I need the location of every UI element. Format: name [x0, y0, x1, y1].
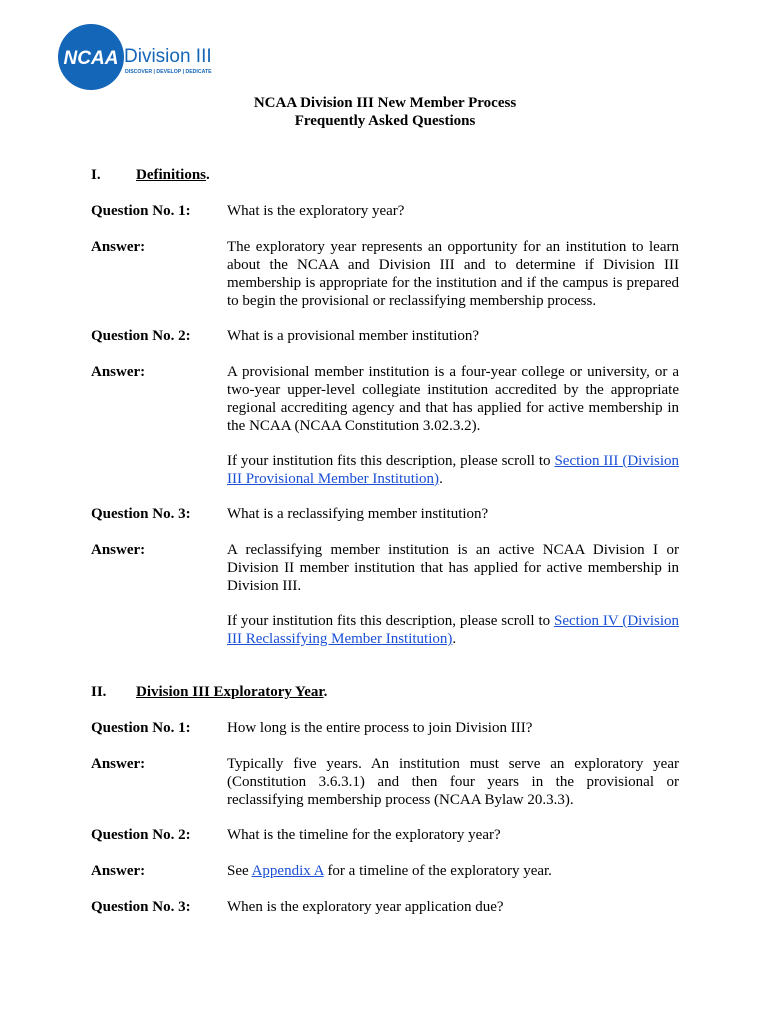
s1-question-1-text: What is the exploratory year? [227, 203, 405, 219]
section-2-heading: Division III Exploratory Year. [136, 684, 328, 700]
s2-question-2-label: Question No. 2: [91, 827, 191, 843]
s1-answer-2-scroll-note [227, 452, 679, 488]
section-2-heading-text: Division III Exploratory Year [136, 684, 324, 700]
s1-answer-3-text: A reclassifying member institution is an active NCAA Division I or Division II member institution that has applied for active membership in Division III. [227, 542, 679, 594]
s1-question-1-label: Question No. 1: [91, 203, 191, 219]
s2-question-2-text: What is the timeline for the exploratory year? [227, 827, 501, 843]
document-subtitle: Frequently Asked Questions [294, 113, 476, 129]
s1-answer-3-label: Answer: [91, 542, 146, 558]
s1-question-3-text: What is a reclassifying member institution? [227, 506, 489, 522]
s1-answer-1-text: The exploratory year represents an opportunity for an institution to learn about the NCAA and Division III and to determine if Division III membership is appropriate for the institution and if the campus is prepared to begin the provisional or reclassifying membership process. [227, 239, 679, 309]
scroll-note-prefix: If your institution fits this description, please scroll to [227, 453, 555, 469]
s2-question-1-text: How long is the entire process to join Division III? [227, 720, 533, 736]
logo-brand: NCAA [63, 48, 119, 69]
section-1-numeral: I. [91, 167, 101, 183]
logo-division: Division III [124, 46, 212, 67]
section-1-heading: Definitions. [136, 167, 210, 183]
s1-answer-3-scroll-note [227, 612, 679, 648]
scroll-note-prefix: If your institution fits this description, please scroll to [227, 613, 555, 629]
s2-question-3-text: When is the exploratory year application due? [227, 899, 504, 915]
section-iii-link[interactable]: Section III (Division III Provisional Member Institution) [227, 453, 679, 487]
s2-answer-2-label: Answer: [91, 863, 146, 879]
scroll-note-suffix: . [439, 471, 443, 487]
section-1-heading-text: Definitions [136, 167, 207, 183]
s2-answer-2-text [227, 862, 679, 880]
section-iv-link[interactable]: Section IV (Division III Reclassifying Member Institution) [227, 613, 680, 647]
s2-answer-1-text: Typically five years. An institution must serve an exploratory year (Constitution 3.6.3.1) and then four years in the provisional or reclassifying membership process (NCAA Bylaw 20.3.3). [227, 756, 679, 808]
scroll-note-suffix: . [452, 631, 457, 647]
section-2-numeral: II. [91, 684, 107, 700]
s2-question-1-label: Question No. 1: [91, 720, 191, 736]
s2-answer-1-label: Answer: [91, 756, 146, 772]
document-title: NCAA Division III New Member Process [253, 95, 517, 111]
answer-suffix: for a timeline of the exploratory year. [323, 863, 552, 879]
s1-answer-2-label: Answer: [91, 364, 146, 380]
s1-answer-2-text: A provisional member institution is a four-year college or university, or a two-year upper-level collegiate institution accredited by the appropriate regional accrediting agency and that has applied for active membership in the NCAA (NCAA Constitution 3.02.3.2). [227, 364, 679, 434]
ncaa-division-iii-logo [58, 24, 238, 90]
answer-prefix: See [227, 863, 252, 879]
appendix-a-link[interactable]: Appendix A [251, 863, 324, 879]
s1-answer-1-label: Answer: [91, 239, 146, 255]
logo-tagline: DISCOVER | DEVELOP | DEDICATE [125, 69, 212, 75]
s1-question-3-label: Question No. 3: [91, 506, 191, 522]
s1-question-2-label: Question No. 2: [91, 328, 191, 344]
s1-question-2-text: What is a provisional member institution? [227, 328, 480, 344]
s2-question-3-label: Question No. 3: [91, 899, 191, 915]
